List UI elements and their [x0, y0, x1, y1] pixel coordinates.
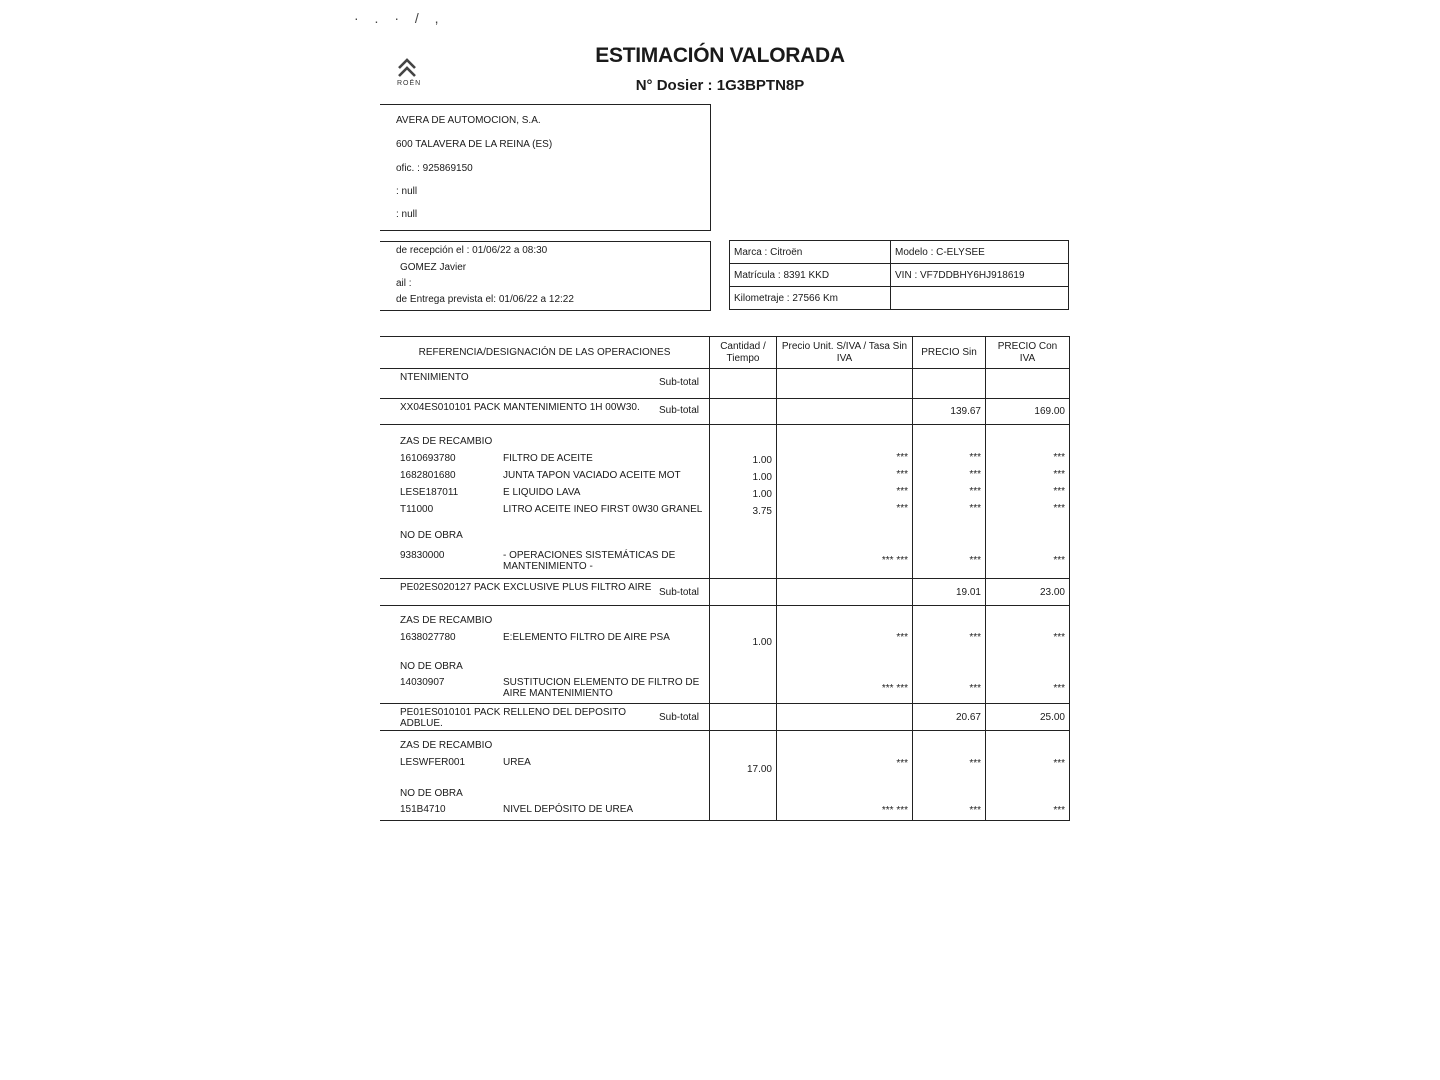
- unit-price-cell: ***: [777, 449, 913, 466]
- quantity-cell: [710, 731, 777, 753]
- group-label: ZAS DE RECAMBIO: [400, 739, 493, 751]
- part-reference: 1682801680: [400, 469, 456, 481]
- vehicle-plate: Matrícula : 8391 KKD: [730, 264, 891, 287]
- dossier-label: N° Dosier :: [635, 77, 713, 94]
- quantity-cell: [710, 775, 777, 801]
- vehicle-brand: Marca : Citroën: [730, 241, 891, 264]
- header-reference: REFERENCIA/DESIGNACIÓN DE LAS OPERACIONES: [380, 337, 710, 369]
- logo-text: ROËN: [397, 80, 422, 87]
- price-vat-cell: [986, 425, 1070, 449]
- part-description: E LIQUIDO LAVA: [503, 486, 581, 498]
- dealer-info-box: [380, 104, 711, 231]
- vehicle-empty-cell: [891, 287, 1069, 310]
- operation-item-row: [380, 500, 1070, 517]
- price-vat-cell: 169.00: [986, 399, 1070, 425]
- operation-section-row: [380, 399, 1070, 425]
- reference-cell: [380, 517, 710, 543]
- part-description: UREA: [503, 756, 531, 768]
- subtotal-label: Sub-total: [658, 587, 699, 598]
- price-net-cell: 19.01: [913, 579, 986, 606]
- quantity-cell: 1.00: [710, 628, 777, 648]
- reference-cell: [380, 543, 710, 579]
- price-vat-cell: [986, 606, 1070, 628]
- part-reference: LESE187011: [400, 486, 459, 498]
- unit-price-cell: [777, 648, 913, 674]
- price-net-cell: 20.67: [913, 704, 986, 731]
- price-net-cell: ***: [913, 483, 986, 500]
- operation-group-row: [380, 606, 1070, 628]
- operation-item-row: [380, 801, 1070, 821]
- unit-price-cell: ***: [777, 483, 913, 500]
- price-net-cell: ***: [913, 674, 986, 704]
- reference-cell: [380, 425, 710, 449]
- reference-cell: [380, 648, 710, 674]
- vehicle-model: Modelo : C-ELYSEE: [891, 241, 1069, 264]
- group-label: NO DE OBRA: [400, 787, 463, 799]
- reception-info-box: [380, 241, 711, 311]
- price-vat-cell: ***: [986, 628, 1070, 648]
- unit-price-cell: [777, 399, 913, 425]
- group-label: NO DE OBRA: [400, 660, 463, 672]
- price-vat-cell: [986, 369, 1070, 399]
- reference-cell: [380, 483, 710, 500]
- header-unit-price: Precio Unit. S/IVA / Tasa Sin IVA: [777, 337, 913, 369]
- operations-table: [380, 336, 1070, 821]
- price-net-cell: ***: [913, 500, 986, 517]
- reference-cell: [380, 500, 710, 517]
- part-description: LITRO ACEITE INEO FIRST 0W30 GRANEL: [503, 503, 703, 515]
- unit-price-cell: [777, 731, 913, 753]
- quantity-cell: 1.00: [710, 466, 777, 483]
- reference-cell: [380, 674, 710, 704]
- unit-price-cell: [777, 579, 913, 606]
- operation-group-row: [380, 425, 1070, 449]
- price-net-cell: ***: [913, 753, 986, 775]
- price-vat-cell: ***: [986, 801, 1070, 821]
- quantity-cell: [710, 606, 777, 628]
- part-reference: LESWFER001: [400, 756, 466, 768]
- price-net-cell: ***: [913, 466, 986, 483]
- quantity-cell: [710, 517, 777, 543]
- subtotal-label: Sub-total: [658, 712, 699, 723]
- scan-marks: · . · / ,: [354, 10, 445, 26]
- part-reference: 1610693780: [400, 452, 456, 464]
- operation-item-row: [380, 466, 1070, 483]
- section-label: PE02ES020127 PACK EXCLUSIVE PLUS FILTRO AIRE: [400, 582, 652, 593]
- price-net-cell: [913, 731, 986, 753]
- part-reference: 1638027780: [400, 631, 456, 643]
- unit-price-cell: *** ***: [777, 543, 913, 579]
- price-net-cell: 139.67: [913, 399, 986, 425]
- dossier-value: 1G3BPTN8P: [716, 77, 805, 94]
- quantity-cell: 1.00: [710, 483, 777, 500]
- group-label: ZAS DE RECAMBIO: [400, 435, 493, 447]
- price-net-cell: [913, 369, 986, 399]
- advisor-name: GOMEZ Javier: [400, 262, 467, 273]
- price-net-cell: ***: [913, 628, 986, 648]
- reference-cell: [380, 579, 710, 606]
- price-vat-cell: [986, 517, 1070, 543]
- section-label: NTENIMIENTO: [400, 372, 469, 383]
- price-net-cell: ***: [913, 801, 986, 821]
- unit-price-cell: ***: [777, 753, 913, 775]
- operation-group-row: [380, 775, 1070, 801]
- unit-price-cell: [777, 517, 913, 543]
- part-description: JUNTA TAPON VACIADO ACEITE MOT: [503, 469, 681, 481]
- quantity-cell: [710, 801, 777, 821]
- reference-cell: [380, 628, 710, 648]
- section-label: PE01ES010101 PACK RELLENO DEL DEPOSITO ADBLUE.: [400, 707, 627, 729]
- price-vat-cell: ***: [986, 449, 1070, 466]
- section-label: XX04ES010101 PACK MANTENIMIENTO 1H 00W30.: [400, 402, 640, 413]
- quantity-cell: [710, 369, 777, 399]
- reference-cell: [380, 775, 710, 801]
- price-vat-cell: [986, 775, 1070, 801]
- unit-price-cell: [777, 704, 913, 731]
- reference-cell: [380, 449, 710, 466]
- price-net-cell: ***: [913, 543, 986, 579]
- quantity-cell: 3.75: [710, 500, 777, 517]
- vehicle-mileage: Kilometraje : 27566 Km: [730, 287, 891, 310]
- price-vat-cell: ***: [986, 466, 1070, 483]
- operation-item-row: [380, 449, 1070, 466]
- dealer-phone: ofic. : 925869150: [396, 163, 473, 174]
- unit-price-cell: [777, 606, 913, 628]
- header-price-vat: PRECIO Con IVA: [986, 337, 1070, 369]
- price-vat-cell: ***: [986, 753, 1070, 775]
- group-label: NO DE OBRA: [400, 529, 463, 541]
- group-label: ZAS DE RECAMBIO: [400, 614, 493, 626]
- price-vat-cell: [986, 648, 1070, 674]
- operation-group-row: [380, 731, 1070, 753]
- reference-cell: [380, 801, 710, 821]
- reference-cell: [380, 369, 710, 399]
- quantity-cell: 17.00: [710, 753, 777, 775]
- dealer-field-5: : null: [396, 209, 418, 220]
- unit-price-cell: [777, 369, 913, 399]
- reference-cell: [380, 606, 710, 628]
- quantity-cell: [710, 648, 777, 674]
- quantity-cell: 1.00: [710, 449, 777, 466]
- reference-cell: [380, 731, 710, 753]
- unit-price-cell: ***: [777, 466, 913, 483]
- quantity-cell: [710, 543, 777, 579]
- unit-price-cell: [777, 425, 913, 449]
- header-price-net: PRECIO Sin: [913, 337, 986, 369]
- operation-item-row: [380, 483, 1070, 500]
- unit-price-cell: *** ***: [777, 801, 913, 821]
- reference-cell: [380, 466, 710, 483]
- reference-cell: [380, 399, 710, 425]
- part-reference: 93830000: [400, 550, 445, 561]
- part-description: SUSTITUCION ELEMENTO DE FILTRO DE AIRE MANTENIMIENTO: [503, 677, 700, 699]
- vehicle-vin: VIN : VF7DDBHY6HJ918619: [891, 264, 1069, 287]
- document-title: ESTIMACIÓN VALORADA: [595, 44, 845, 67]
- price-net-cell: [913, 648, 986, 674]
- subtotal-label: Sub-total: [658, 377, 699, 388]
- operation-item-row: [380, 543, 1070, 579]
- price-vat-cell: ***: [986, 500, 1070, 517]
- part-reference: T11000: [400, 503, 434, 515]
- operation-item-row: [380, 628, 1070, 648]
- operation-section-row: [380, 704, 1070, 731]
- unit-price-cell: [777, 775, 913, 801]
- delivery-date: de Entrega prevista el: 01/06/22 a 12:22: [396, 294, 574, 305]
- unit-price-cell: ***: [777, 628, 913, 648]
- part-reference: 14030907: [400, 677, 445, 688]
- reception-date: de recepción el : 01/06/22 a 08:30: [396, 245, 548, 256]
- quantity-cell: [710, 704, 777, 731]
- operation-item-row: [380, 674, 1070, 704]
- quantity-cell: [710, 399, 777, 425]
- dossier-number: [520, 77, 920, 94]
- operation-section-row: [380, 579, 1070, 606]
- price-vat-cell: 23.00: [986, 579, 1070, 606]
- price-vat-cell: ***: [986, 543, 1070, 579]
- dealer-name: AVERA DE AUTOMOCION, S.A.: [396, 115, 541, 126]
- unit-price-cell: ***: [777, 500, 913, 517]
- dealer-address: 600 TALAVERA DE LA REINA (ES): [396, 139, 553, 150]
- vehicle-table: [729, 240, 1069, 310]
- price-net-cell: ***: [913, 449, 986, 466]
- operation-section-row: [380, 369, 1070, 399]
- operation-item-row: [380, 753, 1070, 775]
- operations-body: [380, 369, 1070, 821]
- price-vat-cell: [986, 731, 1070, 753]
- part-description: FILTRO DE ACEITE: [503, 452, 593, 464]
- quantity-cell: [710, 579, 777, 606]
- dealer-field-4: : null: [396, 186, 418, 197]
- price-net-cell: [913, 517, 986, 543]
- reference-cell: [380, 704, 710, 731]
- price-vat-cell: ***: [986, 674, 1070, 704]
- subtotal-label: Sub-total: [658, 405, 699, 416]
- email-label: ail :: [396, 278, 412, 289]
- quantity-cell: [710, 674, 777, 704]
- header-quantity: Cantidad / Tiempo: [710, 337, 777, 369]
- price-net-cell: [913, 775, 986, 801]
- part-reference: 151B4710: [400, 804, 446, 815]
- price-vat-cell: 25.00: [986, 704, 1070, 731]
- quantity-cell: [710, 425, 777, 449]
- reference-cell: [380, 753, 710, 775]
- price-net-cell: [913, 425, 986, 449]
- price-net-cell: [913, 606, 986, 628]
- part-description: E:ELEMENTO FILTRO DE AIRE PSA: [503, 631, 670, 643]
- price-vat-cell: ***: [986, 483, 1070, 500]
- part-description: NIVEL DEPÓSITO DE UREA: [503, 804, 634, 815]
- operation-group-row: [380, 517, 1070, 543]
- part-description: - OPERACIONES SISTEMÁTICAS DE MANTENIMIENTO -: [503, 550, 676, 572]
- operation-group-row: [380, 648, 1070, 674]
- unit-price-cell: *** ***: [777, 674, 913, 704]
